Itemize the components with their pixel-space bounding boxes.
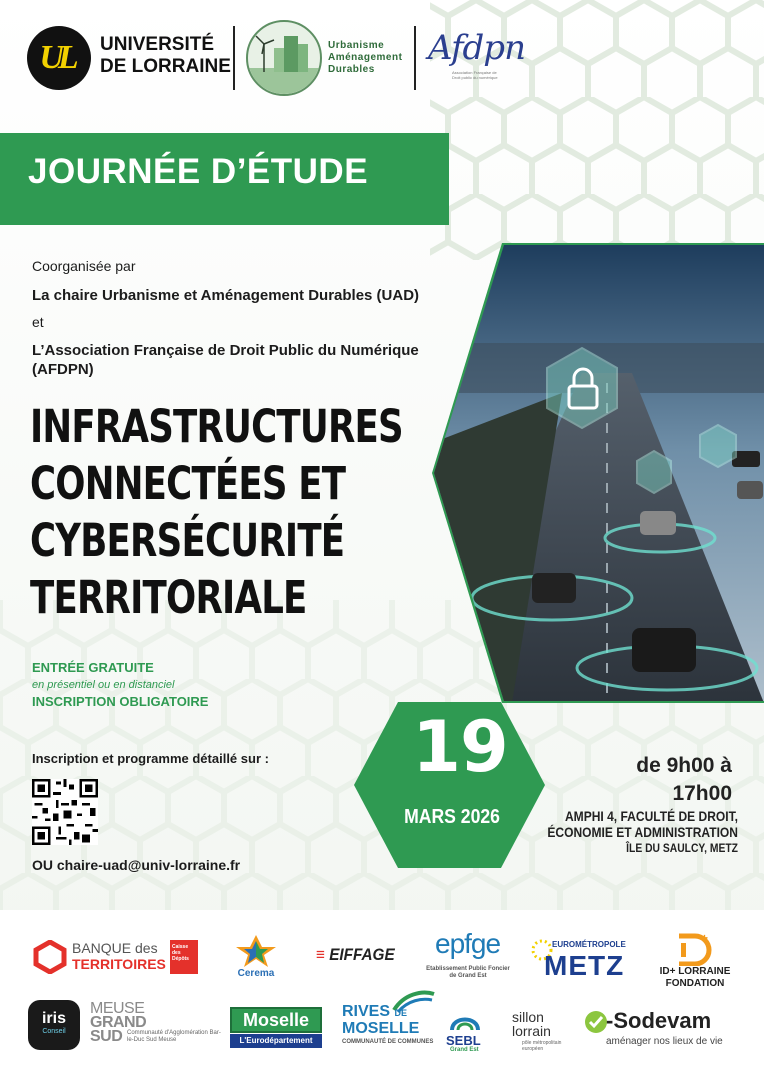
rives-word: RIVES [342,1003,391,1020]
rives-de: DE [394,1008,407,1018]
event-venue [514,808,738,856]
organizer-uad: La chaire Urbanisme et Aménagement Durables (UAD) [32,287,420,304]
cerema-logo-mark [234,933,278,969]
event-time-start: de 9h00 à [636,754,732,777]
eiffage-mark: ≡ [316,945,325,964]
banque-line1: BANQUE des [72,940,158,956]
sillon-lorrain-subtitle: pôle métropolitain européen [522,1040,562,1052]
registration-label: Inscription et programme détaillé sur : [32,751,269,766]
banque-territoires-name [72,940,166,972]
moselle-logo: Moselle [230,1007,322,1033]
and-label: et [32,314,44,330]
sodevam-logo-mark [584,1010,608,1034]
connected-road-image [432,243,764,703]
free-entry-label: ENTRÉE GRATUITE [32,660,154,675]
epfge-subtitle: Etablissement Public Foncier de Grand Est [426,966,510,979]
uad-name-line3: Durables [328,64,375,75]
uad-name [328,40,402,76]
rives-moselle-name [342,1004,419,1036]
sillon-line2: lorrain [512,1023,551,1039]
rives-line2: MOSELLE [342,1020,420,1037]
sodevam-name: -Sodevam [606,1008,712,1033]
id-lorraine-line2: FONDATION [665,978,725,989]
ul-monogram: UL [39,39,73,76]
iris-name: iris [41,1010,66,1027]
main-title-line2: CONNECTÉES ET [30,457,346,510]
cerema-name: Cerema [237,968,275,979]
organizer-afdpn-line1: L’Association Française de Droit Public du Numérique [32,342,419,359]
sodevam-subtitle: aménager nos lieux de vie [606,1036,723,1047]
eurometropole-label: EUROMÉTROPOLE [552,940,626,949]
iris-subtitle: Conseil [42,1028,66,1035]
main-title-line3: CYBERSÉCURITÉ [30,514,345,567]
svg-text:+: + [701,932,709,945]
universite-lorraine-logo [27,26,91,90]
caisse-depots-logo: Caisse des Dépôts [170,940,198,974]
sebl-subtitle: Grand Est [450,1047,479,1053]
qr-code[interactable] [32,779,98,845]
venue-line1: AMPHI 4, FACULTÉ DE DROIT, [564,808,738,824]
afdpn-logo-subtitle: Association Française de Droit public du numérique [452,70,498,80]
main-title [30,398,403,626]
moselle-subtitle: L'Eurodépartement [230,1034,322,1048]
university-name-line1: UNIVERSITÉ [100,34,215,55]
event-type-title: JOURNÉE D’ÉTUDE [28,152,369,191]
main-title-line1: INFRASTRUCTURES [30,400,403,453]
afdpn-logo: Afdpn [428,28,525,68]
contact-email[interactable]: OU chaire-uad@univ-lorraine.fr [32,857,241,873]
iris-conseil-logo [28,1000,80,1050]
main-title-line4: TERRITORIALE [30,571,307,624]
meuse-subtitle: Communauté d'Agglomération Bar-le-Duc Sud Meuse [127,1030,221,1043]
epfge-logo: epfge [435,928,501,959]
eiffage-name: EIFFAGE [329,945,395,964]
attendance-mode-label: en présentiel ou en distanciel [32,679,175,691]
rives-line1 [342,1004,419,1021]
id-lorraine-logo-mark [673,932,713,966]
sillon-lorrain-name [512,1010,551,1038]
uad-name-line2: Aménagement [328,52,403,63]
metz-name: METZ [544,950,625,981]
university-name [100,34,231,78]
coorganized-label: Coorganisée par [32,258,136,274]
meuse-line1: MEUSE [90,1000,145,1017]
uad-name-line1: Urbanisme [328,40,385,51]
registration-required-label: INSCRIPTION OBLIGATOIRE [32,694,209,709]
meuse-line2: GRAND [90,1014,147,1031]
event-day: 19 [412,706,508,788]
id-lorraine-line1: ID+ LORRAINE [659,966,731,977]
sebl-logo-mark [448,1006,482,1034]
sillon-line1: sillon [512,1009,544,1025]
banque-territoires-logo-mark [33,940,67,974]
event-time [562,752,732,808]
id-lorraine-name [652,966,738,990]
uad-emblem-logo [246,20,322,96]
university-name-line2: DE LORRAINE [100,56,231,77]
event-time-end: 17h00 [672,782,732,805]
organizer-afdpn-line2: (AFDPN) [32,361,94,378]
sebl-name: SEBL [446,1033,481,1048]
header-separator-2 [414,26,416,90]
eiffage-logo [316,945,395,965]
banque-line2: TERRITOIRES [72,956,166,972]
rives-moselle-subtitle: COMMUNAUTÉ DE COMMUNES [342,1039,434,1045]
event-month-year: MARS 2026 [404,806,500,828]
header-separator [233,26,235,90]
venue-line3: ÎLE DU SAULCY, METZ [626,841,738,855]
meuse-line3: SUD [90,1028,123,1045]
venue-line2: ÉCONOMIE ET ADMINISTRATION [547,824,738,840]
